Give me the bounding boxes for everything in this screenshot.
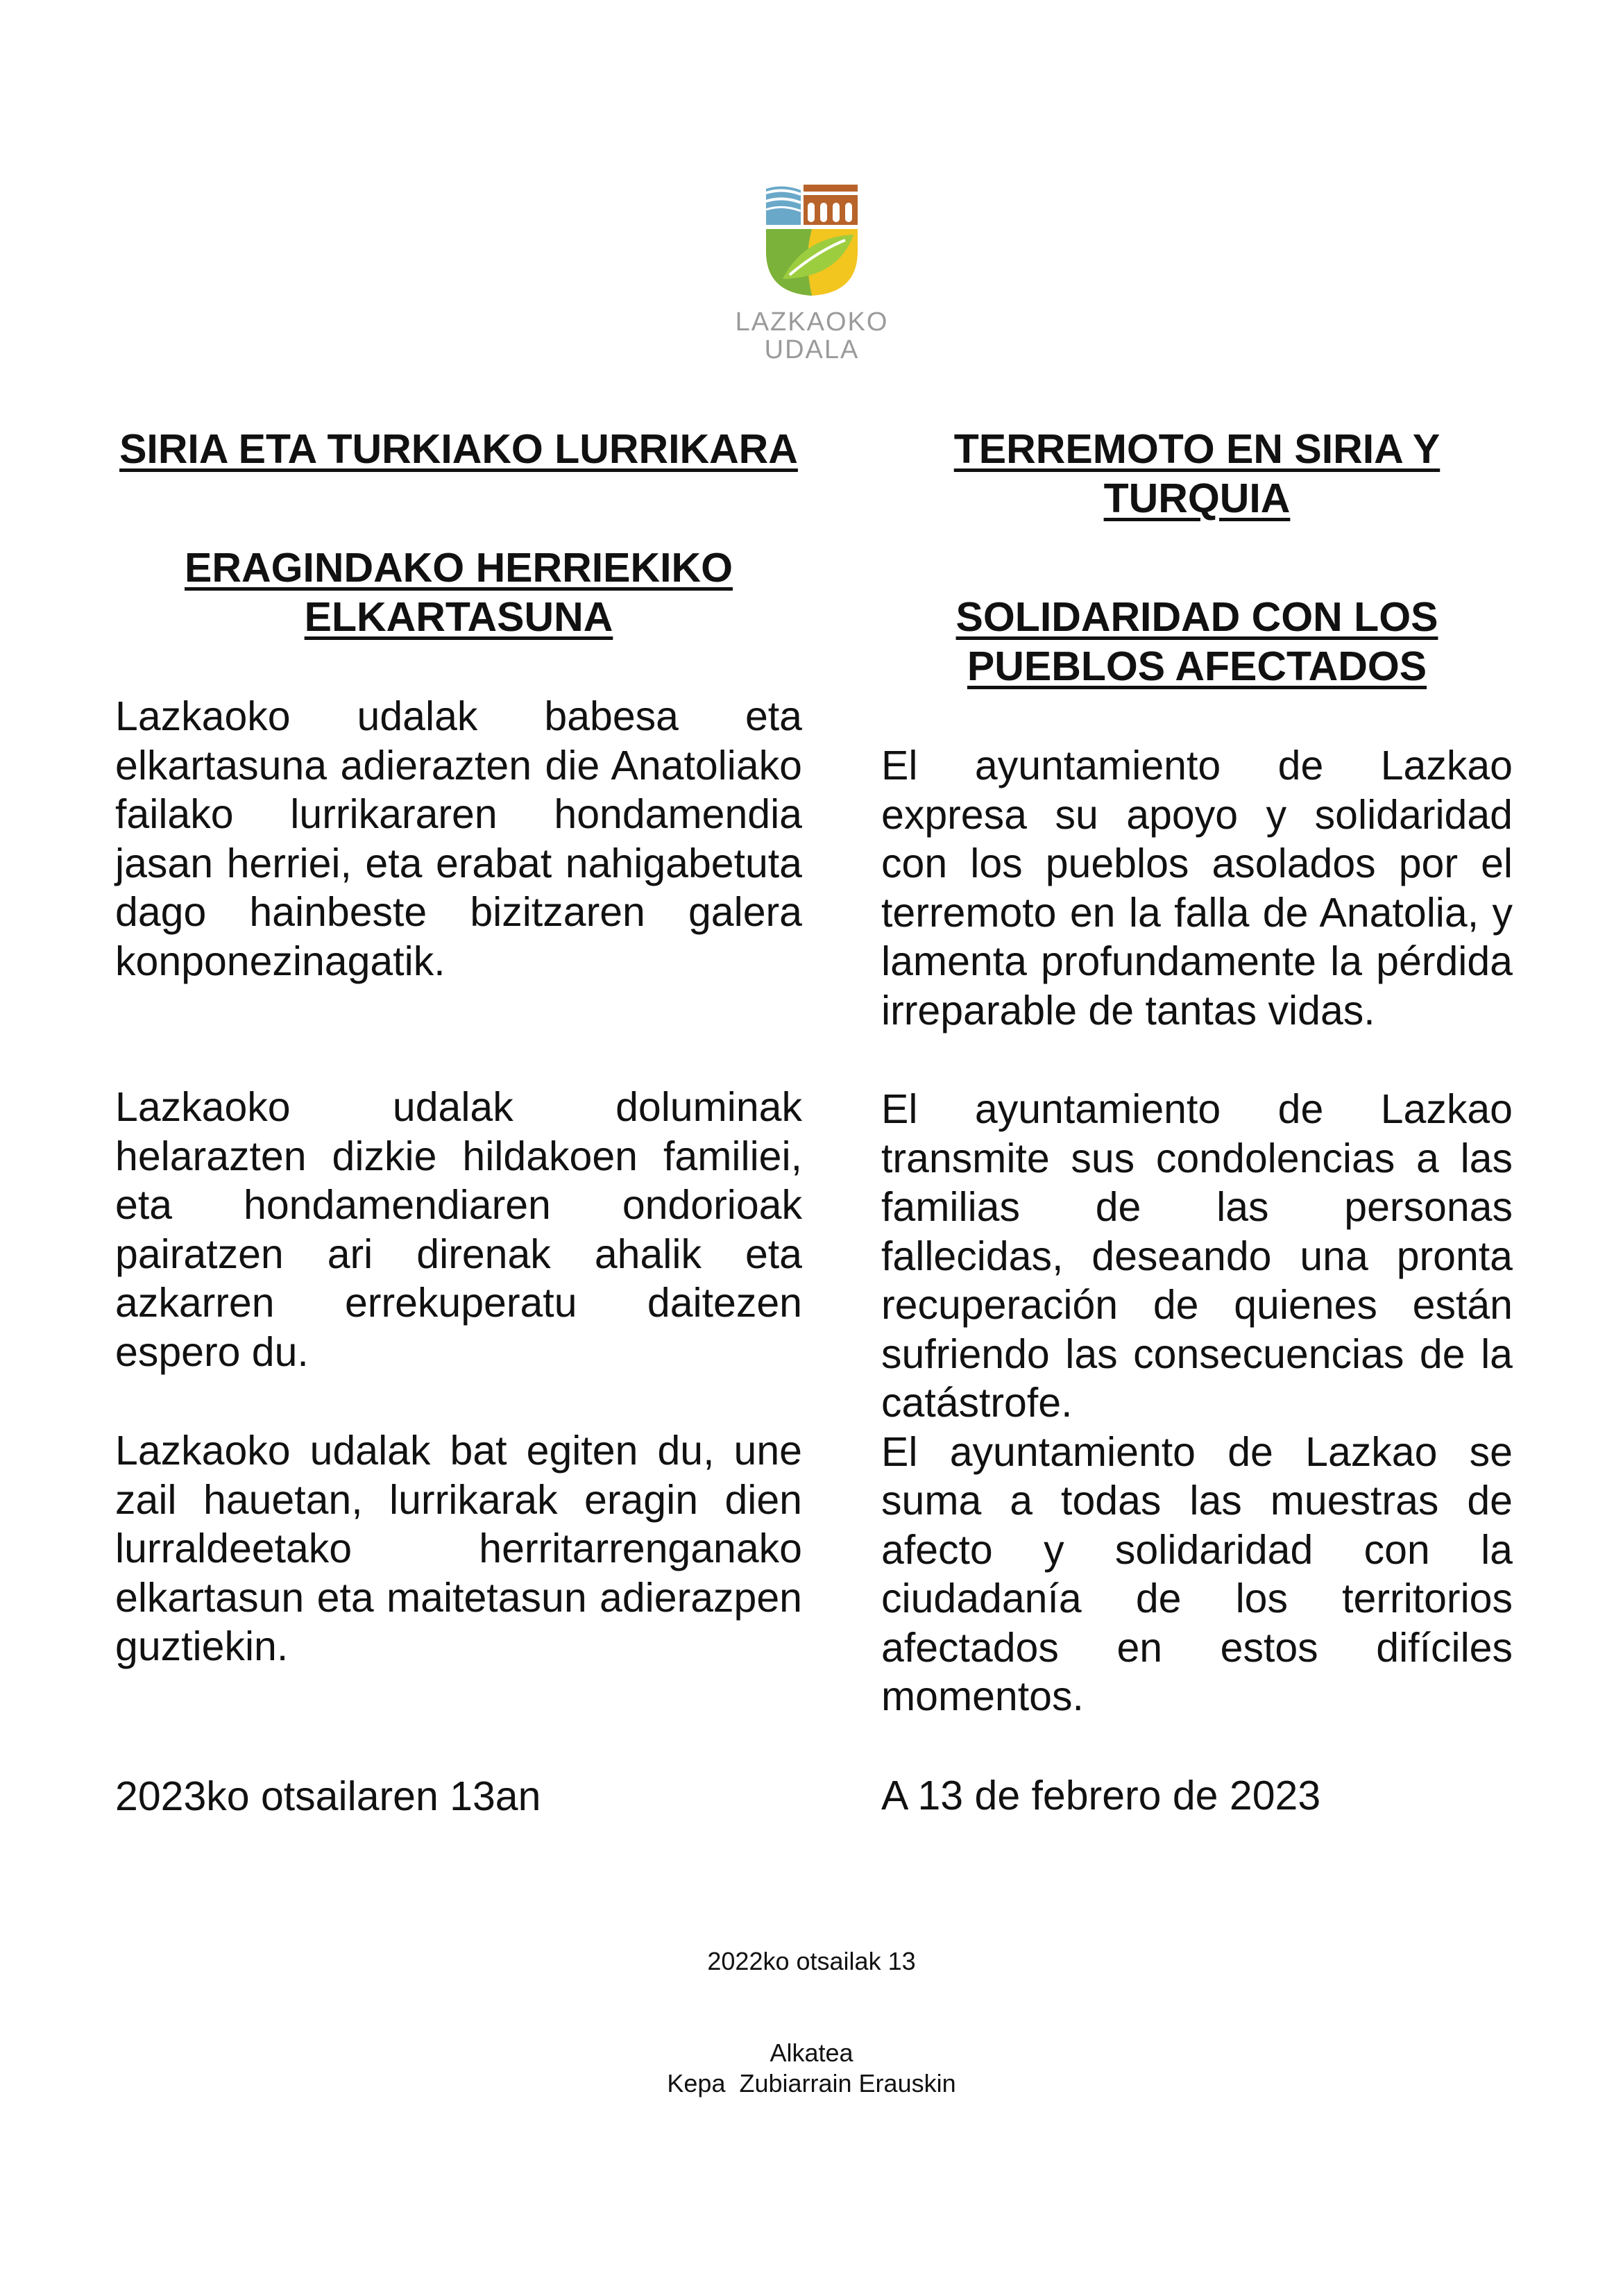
basque-paragraph-3: Lazkaoko udalak bat egiten du, une zail hauetan, lurrikarak eragin dien lurraldeetako herritarrenganako elkartasun eta maitetasun adierazpen guztiekin. [115,1428,802,1669]
signatory-name: Kepa Zubiarrain Erauskin [667,2069,956,2097]
lazkao-emblem-icon [762,182,862,297]
logo-text-line1: LAZKAOKO [735,307,889,337]
basque-title: SIRIA ETA TURKIAKO LURRIKARA [119,426,798,472]
municipality-logo [729,182,895,369]
basque-paragraph-1: Lazkaoko udalak babesa eta elkartasuna adierazten die Anatoliako failako lurrikararen hondamendia jasan herriei, eta erabat nahigabetuta dago hainbeste bizitzaren galera konponezinagatik. [115,693,802,984]
spanish-column [881,425,1513,1820]
spanish-date: A 13 de febrero de 2023 [881,1772,1321,1818]
basque-subtitle: ERAGINDAKO HERRIEKIKO ELKARTASUNA [185,545,733,640]
logo-text-line2: UDALA [764,335,860,364]
signatory-role: Alkatea [770,2038,853,2067]
spanish-title: TERREMOTO EN SIRIA Y TURQUIA [953,426,1441,521]
spanish-paragraph-1: El ayuntamiento de Lazkao expresa su apoyo y solidaridad con los pueblos asolados por el terremoto en la falla de Anatolia, y lamenta profundamente la pérdida irreparable de tantas vidas. [881,743,1513,1033]
spanish-subtitle: SOLIDARIDAD CON LOS PUEBLOS AFECTADOS [955,594,1438,689]
spanish-paragraph-3: El ayuntamiento de Lazkao se suma a todas las muestras de afecto y solidaridad con la ciudadanía de los territorios afectados en estos difíciles momentos. [881,1428,1513,1719]
basque-column [115,425,802,1821]
basque-paragraph-2: Lazkaoko udalak doluminak helarazten dizkie hildakoen familiei, eta hondamendiaren ondorioak pairatzen ari direnak ahalik eta azkarren errekuperatu daitezen espero du. [115,1084,802,1375]
footer-date: 2022ko otsailak 13 [707,1947,916,1975]
spanish-paragraph-2: El ayuntamiento de Lazkao transmite sus condolencias a las familias de las personas fallecidas, deseando una pronta recuperación de quienes están sufriendo las consecuencias de la catástrofe. [881,1086,1513,1426]
basque-date: 2023ko otsailaren 13an [115,1773,541,1819]
